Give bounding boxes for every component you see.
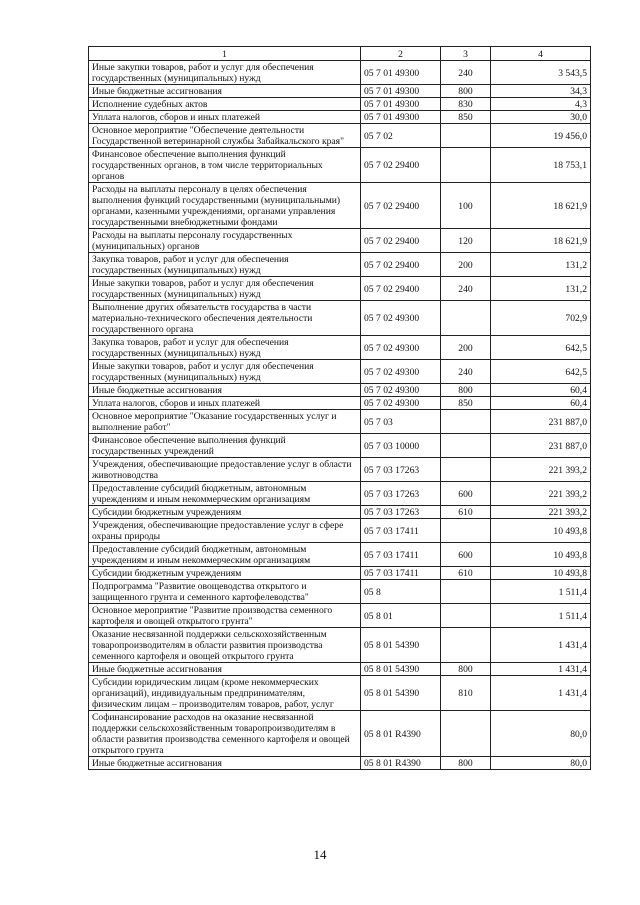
row-code: 05 7 03 17263 xyxy=(361,482,441,506)
row-amount: 30,0 xyxy=(491,111,591,124)
row-expense-type xyxy=(441,434,491,458)
row-code: 05 7 02 49300 xyxy=(361,384,441,397)
row-code: 05 7 02 29400 xyxy=(361,229,441,253)
row-name: Финансовое обеспечение выполнения функций государственных учреждений xyxy=(89,434,361,458)
row-name: Расходы на выплаты персоналу в целях обеспечения выполнения функций государственными (муниципальными) органами, казенными учреждениями, органами управления государственными внебюджетными фондами xyxy=(89,183,361,229)
row-code: 05 8 01 54390 xyxy=(361,628,441,663)
table-row xyxy=(89,336,591,360)
row-expense-type: 610 xyxy=(441,506,491,519)
table-row xyxy=(89,148,591,183)
row-expense-type xyxy=(441,458,491,482)
table-row xyxy=(89,628,591,663)
row-name: Иные бюджетные ассигнования xyxy=(89,663,361,676)
table-row xyxy=(89,253,591,277)
row-amount: 131,2 xyxy=(491,277,591,301)
row-expense-type: 120 xyxy=(441,229,491,253)
budget-table xyxy=(88,46,591,770)
table-row xyxy=(89,111,591,124)
row-amount: 642,5 xyxy=(491,336,591,360)
table-row xyxy=(89,98,591,111)
row-code: 05 7 03 17411 xyxy=(361,519,441,543)
row-name: Основное мероприятие "Обеспечение деятельности Государственной ветеринарной службы Забайкальского края" xyxy=(89,124,361,148)
row-expense-type xyxy=(441,519,491,543)
row-code: 05 8 01 R4390 xyxy=(361,711,441,757)
row-name: Основное мероприятие "Развитие производства семенного картофеля и овощей открытого грунта" xyxy=(89,604,361,628)
row-name: Субсидии бюджетным учреждениям xyxy=(89,506,361,519)
row-name: Выполнение других обязательств государства в части материально-технического обеспечения деятельности государственного органа xyxy=(89,301,361,336)
row-amount: 10 493,8 xyxy=(491,543,591,567)
row-name: Учреждения, обеспечивающие предоставление услуг в области животноводства xyxy=(89,458,361,482)
row-name: Иные бюджетные ассигнования xyxy=(89,384,361,397)
row-amount: 702,9 xyxy=(491,301,591,336)
table-row xyxy=(89,458,591,482)
row-expense-type xyxy=(441,628,491,663)
table-row xyxy=(89,506,591,519)
table-row xyxy=(89,384,591,397)
row-amount: 80,0 xyxy=(491,757,591,770)
row-amount: 18 753,1 xyxy=(491,148,591,183)
row-code: 05 7 03 17263 xyxy=(361,458,441,482)
row-name: Учреждения, обеспечивающие предоставление услуг в сфере охраны природы xyxy=(89,519,361,543)
row-code: 05 7 03 17263 xyxy=(361,506,441,519)
row-code: 05 7 02 29400 xyxy=(361,253,441,277)
row-amount: 80,0 xyxy=(491,711,591,757)
row-name: Иные закупки товаров, работ и услуг для обеспечения государственных (муниципальных) нужд xyxy=(89,277,361,301)
row-code: 05 7 02 49300 xyxy=(361,360,441,384)
row-amount: 642,5 xyxy=(491,360,591,384)
row-amount: 221 393,2 xyxy=(491,506,591,519)
row-expense-type xyxy=(441,301,491,336)
row-name: Субсидии бюджетным учреждениям xyxy=(89,567,361,580)
row-name: Софинансирование расходов на оказание несвязанной поддержки сельскохозяйственным товаропроизводителям в области развития производства семенного картофеля и овощей открытого грунта xyxy=(89,711,361,757)
budget-table-body xyxy=(89,61,591,770)
table-row xyxy=(89,301,591,336)
row-name: Субсидии юридическим лицам (кроме некоммерческих организаций), индивидуальным предпринимателям, физическим лицам – производителям товаров, работ, услуг xyxy=(89,676,361,711)
row-amount: 1 431,4 xyxy=(491,628,591,663)
row-code: 05 8 01 R4390 xyxy=(361,757,441,770)
row-expense-type: 240 xyxy=(441,360,491,384)
row-name: Оказание несвязанной поддержки сельскохозяйственным товаропроизводителям в области развития производства семенного картофеля и овощей открытого грунта xyxy=(89,628,361,663)
row-code: 05 7 01 49300 xyxy=(361,98,441,111)
table-row xyxy=(89,543,591,567)
row-expense-type: 800 xyxy=(441,384,491,397)
row-code: 05 8 xyxy=(361,580,441,604)
row-expense-type xyxy=(441,580,491,604)
row-amount: 34,3 xyxy=(491,85,591,98)
row-code: 05 8 01 54390 xyxy=(361,663,441,676)
row-name: Иные закупки товаров, работ и услуг для обеспечения государственных (муниципальных) нужд xyxy=(89,61,361,85)
row-expense-type: 800 xyxy=(441,757,491,770)
table-row xyxy=(89,360,591,384)
table-row xyxy=(89,397,591,410)
row-expense-type: 200 xyxy=(441,336,491,360)
row-expense-type: 240 xyxy=(441,277,491,301)
table-row xyxy=(89,482,591,506)
row-expense-type xyxy=(441,604,491,628)
row-code: 05 7 02 49300 xyxy=(361,397,441,410)
row-expense-type: 610 xyxy=(441,567,491,580)
header-col-4: 4 xyxy=(491,47,591,61)
row-amount: 221 393,2 xyxy=(491,458,591,482)
header-col-1: 1 xyxy=(89,47,361,61)
row-amount: 18 621,9 xyxy=(491,229,591,253)
row-expense-type xyxy=(441,711,491,757)
row-amount: 3 543,5 xyxy=(491,61,591,85)
table-header-row xyxy=(89,47,591,61)
table-row xyxy=(89,277,591,301)
row-code: 05 7 02 29400 xyxy=(361,277,441,301)
row-name: Финансовое обеспечение выполнения функций государственных органов, в том числе территориальных органов xyxy=(89,148,361,183)
row-name: Исполнение судебных актов xyxy=(89,98,361,111)
table-row xyxy=(89,434,591,458)
row-expense-type: 100 xyxy=(441,183,491,229)
table-row xyxy=(89,61,591,85)
row-code: 05 7 01 49300 xyxy=(361,111,441,124)
row-amount: 221 393,2 xyxy=(491,482,591,506)
table-row xyxy=(89,604,591,628)
row-amount: 1 511,4 xyxy=(491,604,591,628)
row-code: 05 7 03 17411 xyxy=(361,567,441,580)
table-row xyxy=(89,410,591,434)
row-expense-type: 850 xyxy=(441,111,491,124)
row-name: Уплата налогов, сборов и иных платежей xyxy=(89,111,361,124)
row-amount: 1 431,4 xyxy=(491,676,591,711)
row-amount: 231 887,0 xyxy=(491,434,591,458)
row-code: 05 7 03 xyxy=(361,410,441,434)
row-amount: 231 887,0 xyxy=(491,410,591,434)
row-name: Основное мероприятие "Оказание государственных услуг и выполнение работ" xyxy=(89,410,361,434)
row-expense-type: 850 xyxy=(441,397,491,410)
table-row xyxy=(89,676,591,711)
table-row xyxy=(89,124,591,148)
table-row xyxy=(89,711,591,757)
row-amount: 131,2 xyxy=(491,253,591,277)
row-expense-type: 830 xyxy=(441,98,491,111)
row-name: Закупка товаров, работ и услуг для обеспечения государственных (муниципальных) нужд xyxy=(89,253,361,277)
row-expense-type xyxy=(441,410,491,434)
row-name: Иные бюджетные ассигнования xyxy=(89,85,361,98)
table-row xyxy=(89,229,591,253)
table-row xyxy=(89,519,591,543)
row-name: Подпрограмма "Развитие овощеводства открытого и защищенного грунта и семенного картофелеводства" xyxy=(89,580,361,604)
row-code: 05 7 01 49300 xyxy=(361,61,441,85)
table-row xyxy=(89,183,591,229)
row-expense-type: 600 xyxy=(441,482,491,506)
row-code: 05 7 02 xyxy=(361,124,441,148)
row-name: Расходы на выплаты персоналу государственных (муниципальных) органов xyxy=(89,229,361,253)
row-amount: 1 511,4 xyxy=(491,580,591,604)
header-col-3: 3 xyxy=(441,47,491,61)
row-code: 05 7 01 49300 xyxy=(361,85,441,98)
row-expense-type: 810 xyxy=(441,676,491,711)
row-name: Иные закупки товаров, работ и услуг для обеспечения государственных (муниципальных) нужд xyxy=(89,360,361,384)
row-expense-type: 600 xyxy=(441,543,491,567)
row-code: 05 7 02 49300 xyxy=(361,301,441,336)
row-expense-type: 800 xyxy=(441,663,491,676)
row-code: 05 8 01 xyxy=(361,604,441,628)
table-row xyxy=(89,580,591,604)
row-expense-type: 200 xyxy=(441,253,491,277)
table-row xyxy=(89,663,591,676)
row-amount: 10 493,8 xyxy=(491,567,591,580)
row-amount: 1 431,4 xyxy=(491,663,591,676)
page-number: 14 xyxy=(313,847,327,862)
row-amount: 18 621,9 xyxy=(491,183,591,229)
row-expense-type: 240 xyxy=(441,61,491,85)
row-name: Предоставление субсидий бюджетным, автономным учреждениям и иным некоммерческим организациям xyxy=(89,482,361,506)
table-row xyxy=(89,757,591,770)
table-row xyxy=(89,567,591,580)
row-name: Уплата налогов, сборов и иных платежей xyxy=(89,397,361,410)
table-row xyxy=(89,85,591,98)
row-code: 05 7 02 29400 xyxy=(361,148,441,183)
row-expense-type: 800 xyxy=(441,85,491,98)
row-name: Закупка товаров, работ и услуг для обеспечения государственных (муниципальных) нужд xyxy=(89,336,361,360)
row-code: 05 8 01 54390 xyxy=(361,676,441,711)
row-code: 05 7 02 49300 xyxy=(361,336,441,360)
row-amount: 60,4 xyxy=(491,384,591,397)
row-name: Иные бюджетные ассигнования xyxy=(89,757,361,770)
row-amount: 60,4 xyxy=(491,397,591,410)
row-name: Предоставление субсидий бюджетным, автономным учреждениям и иным некоммерческим организациям xyxy=(89,543,361,567)
row-expense-type xyxy=(441,148,491,183)
row-amount: 4,3 xyxy=(491,98,591,111)
row-amount: 10 493,8 xyxy=(491,519,591,543)
row-amount: 19 456,0 xyxy=(491,124,591,148)
row-code: 05 7 02 29400 xyxy=(361,183,441,229)
row-code: 05 7 03 17411 xyxy=(361,543,441,567)
header-col-2: 2 xyxy=(361,47,441,61)
row-expense-type xyxy=(441,124,491,148)
row-code: 05 7 03 10000 xyxy=(361,434,441,458)
